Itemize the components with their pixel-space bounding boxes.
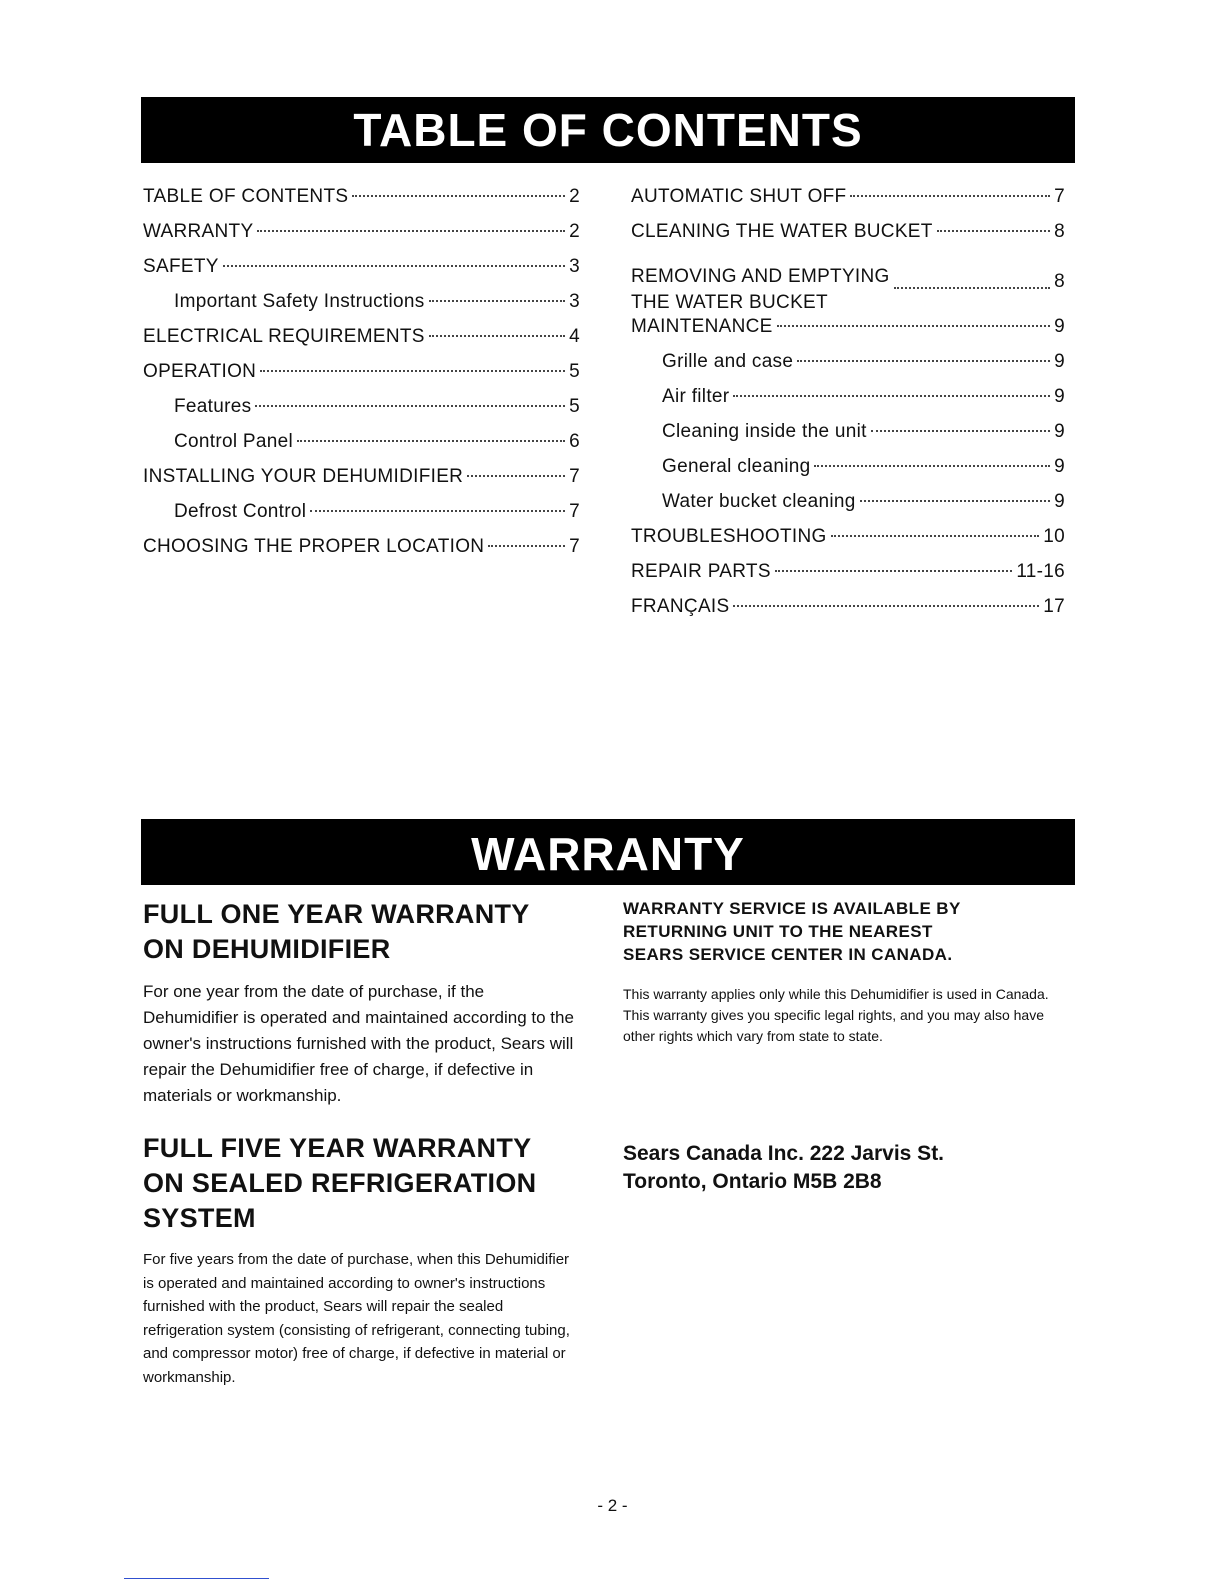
toc-page-number: 4 bbox=[569, 326, 580, 347]
toc-dot-leader bbox=[352, 195, 565, 197]
toc-entry-title: Defrost Control bbox=[174, 501, 307, 522]
toc-dot-leader bbox=[733, 395, 1050, 397]
bottom-rule bbox=[124, 1578, 269, 1579]
toc-entry bbox=[631, 350, 1065, 385]
one-year-warranty-heading bbox=[143, 897, 583, 967]
five-year-warranty-text: For five years from the date of purchase, when this Dehumidifier is operated and maintained according to owner's instructions furnished with the product, Sears will repair the sealed refrigeration system (consisting of refrigerant, connecting tubing, and compressor motor) free of charge, if defective in material or workmanship. bbox=[143, 1251, 570, 1386]
toc-page-number: 17 bbox=[1043, 596, 1065, 617]
page-number: - 2 - bbox=[597, 1496, 628, 1515]
service-heading-line2: RETURNING UNIT TO THE NEAREST bbox=[623, 922, 933, 941]
toc-entry-title: ELECTRICAL REQUIREMENTS bbox=[143, 326, 425, 347]
toc-dot-leader bbox=[255, 405, 565, 407]
warranty-banner: WARRANTY bbox=[141, 819, 1075, 885]
toc-entry-title: AUTOMATIC SHUT OFF bbox=[631, 186, 847, 207]
toc-page-number: 9 bbox=[1054, 351, 1065, 372]
toc-entry bbox=[631, 255, 1065, 315]
toc-entry-title: General cleaning bbox=[662, 456, 811, 477]
toc-dot-leader bbox=[429, 335, 565, 337]
toc-entry bbox=[631, 220, 1065, 255]
five-year-heading-line1: FULL FIVE YEAR WARRANTY bbox=[143, 1133, 532, 1163]
toc-dot-leader bbox=[894, 287, 1051, 289]
toc-entry bbox=[631, 490, 1065, 525]
toc-dot-leader bbox=[871, 430, 1050, 432]
toc-page-number: 9 bbox=[1054, 456, 1065, 477]
toc-page-number: 2 bbox=[569, 221, 580, 242]
toc-entry-title: WARRANTY bbox=[143, 221, 254, 242]
address-line1: Sears Canada Inc. 222 Jarvis St. bbox=[623, 1142, 945, 1165]
toc-entry-title: Air filter bbox=[662, 386, 730, 407]
toc-entry-title: INSTALLING YOUR DEHUMIDIFIER bbox=[143, 466, 464, 487]
service-heading-line1: WARRANTY SERVICE IS AVAILABLE BY bbox=[623, 899, 961, 918]
toc-page-number: 9 bbox=[1054, 316, 1065, 337]
warranty-service-heading bbox=[623, 897, 1053, 966]
toc-entry-title: Important Safety Instructions bbox=[174, 291, 425, 312]
toc-banner: TABLE OF CONTENTS bbox=[141, 97, 1075, 163]
toc-right-column bbox=[631, 185, 1065, 630]
toc-page-number: 5 bbox=[569, 361, 580, 382]
toc-dot-leader bbox=[467, 475, 565, 477]
toc-entry-title: OPERATION bbox=[143, 361, 257, 382]
one-year-heading-line2: ON DEHUMIDIFIER bbox=[143, 934, 391, 964]
toc-page-number: 7 bbox=[1054, 186, 1065, 207]
toc-dot-leader bbox=[850, 195, 1050, 197]
toc-entry-title: Water bucket cleaning bbox=[662, 491, 856, 512]
toc-entry-title: Control Panel bbox=[174, 431, 294, 452]
toc-entry bbox=[631, 525, 1065, 560]
toc-entry bbox=[143, 325, 580, 360]
toc-dot-leader bbox=[775, 570, 1013, 572]
toc-entry bbox=[631, 385, 1065, 420]
toc-entry-title: TROUBLESHOOTING bbox=[631, 526, 827, 547]
toc-entry-title: TABLE OF CONTENTS bbox=[143, 186, 349, 207]
toc-entry-title: REPAIR PARTS bbox=[631, 561, 771, 582]
toc-dot-leader bbox=[797, 360, 1050, 362]
toc-dot-leader bbox=[223, 265, 565, 267]
toc-entry bbox=[143, 535, 580, 570]
toc-dot-leader bbox=[310, 510, 565, 512]
toc-entry bbox=[143, 220, 580, 255]
toc-entry-title: SAFETY bbox=[143, 256, 219, 277]
toc-entry bbox=[631, 315, 1065, 350]
toc-entry bbox=[143, 255, 580, 290]
toc-dot-leader bbox=[814, 465, 1050, 467]
toc-dot-leader bbox=[260, 370, 565, 372]
toc-dot-leader bbox=[937, 230, 1050, 232]
toc-entry bbox=[143, 395, 580, 430]
address-line2: Toronto, Ontario M5B 2B8 bbox=[623, 1170, 882, 1193]
toc-entry bbox=[631, 455, 1065, 490]
toc-entry bbox=[143, 185, 580, 220]
toc-entry bbox=[143, 360, 580, 395]
toc-dot-leader bbox=[429, 300, 566, 302]
warranty-right-column bbox=[623, 897, 1053, 1047]
sears-address bbox=[623, 1140, 1053, 1196]
toc-entry bbox=[143, 290, 580, 325]
toc-entry-title-line2: THE WATER BUCKET bbox=[631, 292, 828, 313]
toc-dot-leader bbox=[831, 535, 1040, 537]
toc-page-number: 9 bbox=[1054, 491, 1065, 512]
toc-page-number: 8 bbox=[1054, 221, 1065, 242]
toc-dot-leader bbox=[860, 500, 1051, 502]
toc-dot-leader bbox=[488, 545, 565, 547]
toc-entry-title: Features bbox=[174, 396, 252, 417]
toc-page-number: 7 bbox=[569, 466, 580, 487]
warranty-left-column bbox=[143, 897, 583, 1411]
toc-entry bbox=[143, 430, 580, 465]
toc-entry-title: FRANÇAIS bbox=[631, 596, 730, 617]
five-year-warranty-heading bbox=[143, 1131, 583, 1236]
one-year-heading-line1: FULL ONE YEAR WARRANTY bbox=[143, 899, 530, 929]
five-year-heading-line2: ON SEALED REFRIGERATION bbox=[143, 1168, 537, 1198]
one-year-warranty-text: For one year from the date of purchase, if the Dehumidifier is operated and maintained according to the owner's instructions furnished with the product, Sears will repair the Dehumidifier free of charge, if defective in materials or workmanship. bbox=[143, 982, 574, 1105]
toc-page-number: 10 bbox=[1043, 526, 1065, 547]
toc-entry bbox=[631, 560, 1065, 595]
toc-page-number: 8 bbox=[1054, 271, 1065, 292]
toc-page-number: 9 bbox=[1054, 386, 1065, 407]
toc-entry bbox=[143, 465, 580, 500]
toc-entry bbox=[631, 185, 1065, 220]
toc-entry-title-block bbox=[631, 265, 890, 315]
toc-page-number: 2 bbox=[569, 186, 580, 207]
service-heading-line3: SEARS SERVICE CENTER IN CANADA. bbox=[623, 945, 953, 964]
toc-page-number: 3 bbox=[569, 256, 580, 277]
toc-entry bbox=[631, 420, 1065, 455]
toc-dot-leader bbox=[297, 440, 565, 442]
toc-dot-leader bbox=[777, 325, 1051, 327]
toc-page-number: 5 bbox=[569, 396, 580, 417]
toc-page-number: 3 bbox=[569, 291, 580, 312]
toc-page-number: 6 bbox=[569, 431, 580, 452]
toc-entry-title: Grille and case bbox=[662, 351, 794, 372]
toc-entry-title: Cleaning inside the unit bbox=[662, 421, 867, 442]
legal-rights-text: This warranty gives you specific legal rights, and you may also have other rights which vary from state to state. bbox=[623, 1007, 1044, 1044]
toc-dot-leader bbox=[733, 605, 1039, 607]
toc-page-number: 9 bbox=[1054, 421, 1065, 442]
toc-left-column bbox=[143, 185, 580, 570]
toc-page-number: 7 bbox=[569, 536, 580, 557]
toc-entry-title: CLEANING THE WATER BUCKET bbox=[631, 221, 933, 242]
toc-dot-leader bbox=[257, 230, 565, 232]
toc-entry-title: MAINTENANCE bbox=[631, 316, 773, 337]
canada-only-text: This warranty applies only while this Dehumidifier is used in Canada. bbox=[623, 986, 1049, 1002]
toc-entry-title: REMOVING AND EMPTYING bbox=[631, 266, 890, 287]
toc-entry bbox=[143, 500, 580, 535]
five-year-heading-line3: SYSTEM bbox=[143, 1203, 256, 1233]
toc-entry bbox=[631, 595, 1065, 630]
toc-page-number: 11-16 bbox=[1016, 561, 1065, 582]
toc-page-number: 7 bbox=[569, 501, 580, 522]
toc-entry-title: CHOOSING THE PROPER LOCATION bbox=[143, 536, 485, 557]
